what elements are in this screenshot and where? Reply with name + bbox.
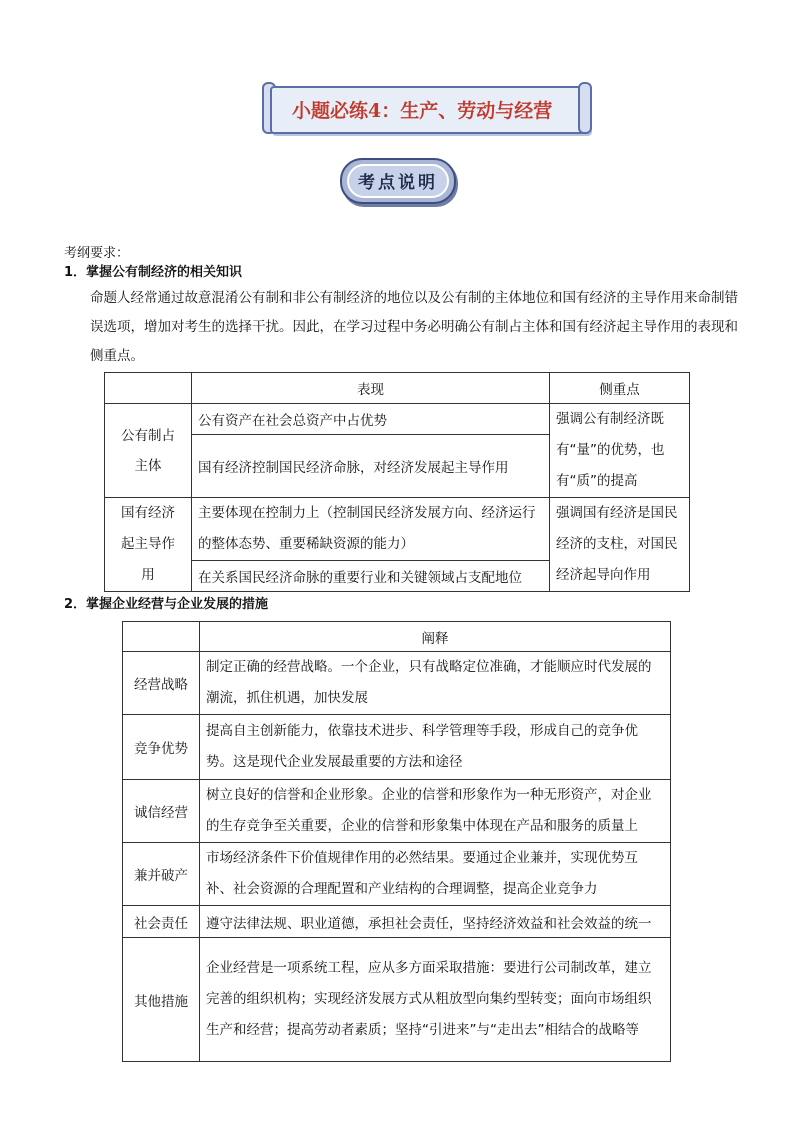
page-title: 小题必练4：生产、劳动与经营: [292, 100, 553, 122]
section1-heading: 1．掌握公有制经济的相关知识: [64, 265, 243, 280]
table-header-explanation: 阐释: [200, 622, 671, 652]
table-header-row: [105, 373, 690, 404]
row-item: 主要体现在控制力上（控制国民经济发展方向、经济运行的整体态势、重要稀缺资源的能力）: [192, 498, 550, 561]
section-badge: [340, 158, 456, 204]
row-item: 国有经济控制国民经济命脉，对经济发展起主导作用: [192, 435, 550, 498]
table-row: [123, 938, 671, 1062]
table-row: [123, 715, 671, 780]
section1-paragraph: [64, 284, 744, 371]
table-header-blank: [105, 373, 192, 404]
syllabus-label: 考纲要求：: [64, 246, 130, 261]
row-name: 诚信经营: [123, 780, 200, 843]
row-name-public: [105, 404, 192, 498]
section2-heading: 2．掌握企业经营与企业发展的措施: [64, 597, 269, 612]
row-text: 树立良好的信誉和企业形象。企业的信誉和形象作为一种无形资产，对企业的生存竞争至关重要，企业的信誉和形象集中体现在产品和服务的质量上: [200, 780, 671, 843]
row-text: 制定正确的经营战略。一个企业，只有战略定位准确，才能顺应时代发展的潮流，抓住机遇，加快发展: [200, 652, 671, 715]
badge-label: 考点说明: [358, 173, 438, 193]
table-header-focus: 侧重点: [550, 373, 690, 404]
row-name: 经营战略: [123, 652, 200, 715]
row-focus: 强调国有经济是国民经济的支柱，对国民经济起导向作用: [550, 498, 690, 592]
table-row: [123, 843, 671, 906]
row-text: 企业经营是一项系统工程，应从多方面采取措施：要进行公司制改革，建立完善的组织机构；实现经济发展方式从粗放型向集约型转变；面向市场组织生产和经营；提高劳动者素质；坚持“引进来”与“走出去”相结合的战略等: [200, 938, 671, 1062]
table-row: [105, 404, 690, 435]
enterprise-measures-table: [122, 621, 671, 1062]
row-name-text: 公有制占主体: [121, 427, 175, 474]
table-row: [105, 498, 690, 561]
title-banner: [262, 80, 592, 138]
row-text: 遵守法律法规、职业道德，承担社会责任，坚持经济效益和社会效益的统一: [200, 906, 671, 938]
row-text: 提高自主创新能力，依靠技术进步、科学管理等手段，形成自己的竞争优势。这是现代企业发展最重要的方法和途径: [200, 715, 671, 780]
table-row: [123, 652, 671, 715]
public-ownership-table: [104, 372, 690, 592]
scroll-roll-right: [578, 82, 592, 134]
banner-panel: [270, 86, 590, 134]
row-text: 市场经济条件下价值规律作用的必然结果。要通过企业兼并，实现优势互补、社会资源的合理配置和产业结构的合理调整，提高企业竞争力: [200, 843, 671, 906]
row-name-text: 国有经济起主导作用: [121, 505, 175, 583]
row-name: 其他措施: [123, 938, 200, 1062]
table-header-blank: [123, 622, 200, 652]
table-row: [123, 906, 671, 938]
table-row: [123, 780, 671, 843]
section1-paragraph-text: 命题人经常通过故意混淆公有制和非公有制经济的地位以及公有制的主体地位和国有经济的主导作用来命制错误选项，增加对考生的选择干扰。因此，在学习过程中务必明确公有制占主体和国有经济起主导作用的表现和侧重点。: [90, 290, 738, 364]
row-name: 社会责任: [123, 906, 200, 938]
row-item: 公有资产在社会总资产中占优势: [192, 404, 550, 435]
row-name-state: [105, 498, 192, 592]
row-name: 竞争优势: [123, 715, 200, 780]
table-header-performance: 表现: [192, 373, 550, 404]
row-name: 兼并破产: [123, 843, 200, 906]
table-header-row: [123, 622, 671, 652]
row-focus: 强调公有制经济既有“量”的优势，也有“质”的提高: [550, 404, 690, 498]
row-item: 在关系国民经济命脉的重要行业和关键领域占支配地位: [192, 561, 550, 592]
